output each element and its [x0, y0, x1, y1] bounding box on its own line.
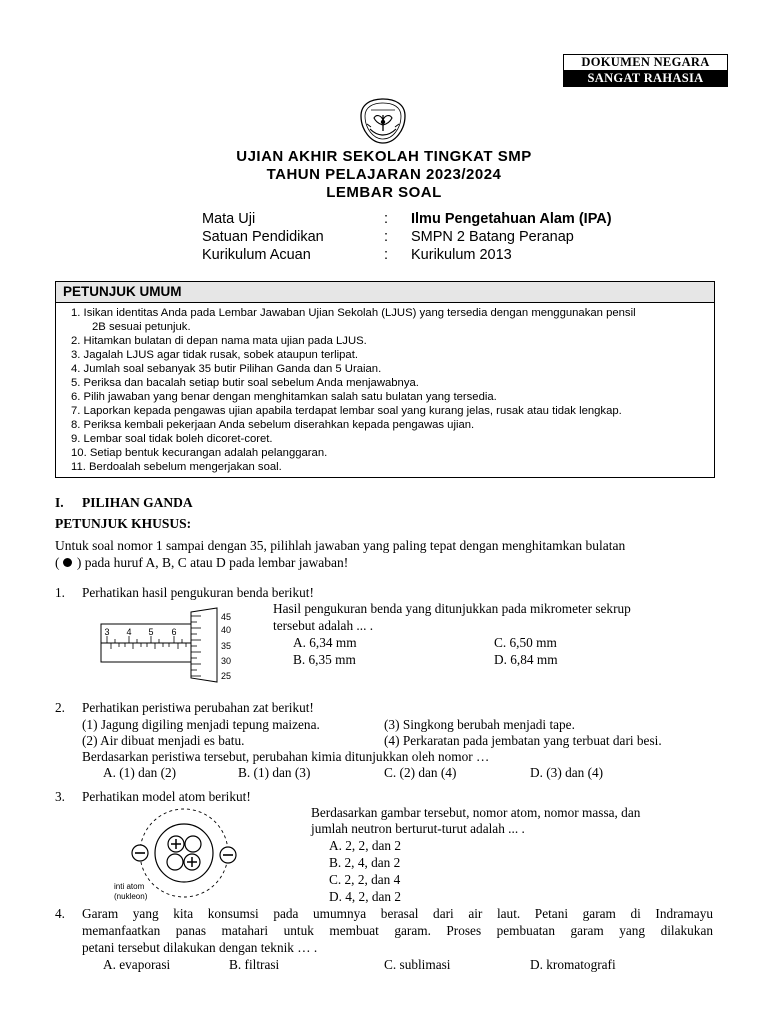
question-prompt: Perhatikan peristiwa perubahan zat berikut! [82, 700, 314, 715]
question-prompt: Perhatikan model atom berikut! [82, 789, 251, 804]
identity-value: Kurikulum 2013 [411, 247, 512, 263]
question-text: petani tersebut dilakukan dengan teknik … . [82, 940, 318, 955]
instruction-paren: ( [55, 555, 60, 570]
answer-option-b: B. 6,35 mm [293, 652, 356, 667]
question-text: Berdasarkan peristiwa tersebut, perubahan kimia ditunjukkan oleh nomor … [82, 749, 490, 764]
answer-option-d: D. (3) dan (4) [530, 765, 604, 780]
question-number: 4. [55, 906, 65, 921]
stamp-line-1: DOKUMEN NEGARA [564, 55, 727, 70]
special-instructions-title: PETUNJUK KHUSUS: [55, 516, 192, 531]
instruction-item: 2. Hitamkan bulatan di depan nama mata ujian pada LJUS. [71, 335, 367, 347]
answer-option-c: C. 2, 2, dan 4 [329, 872, 401, 887]
answer-option-b: B. filtrasi [229, 957, 280, 972]
question-text: jumlah neutron berturut-turut adalah ... . [311, 821, 525, 836]
nucleus-label: inti atom [114, 882, 145, 891]
thimble-scale-label: 35 [221, 641, 232, 651]
answer-option-a: A. 6,34 mm [293, 635, 357, 650]
classification-stamp [563, 54, 728, 87]
answer-option-c: C. (2) dan (4) [384, 765, 457, 780]
identity-separator: : [384, 211, 389, 227]
instruction-item: 6. Pilih jawaban yang benar dengan menghitamkan salah satu bulatan yang tersedia. [71, 391, 497, 403]
answer-option-b: B. (1) dan (3) [238, 765, 311, 780]
section-number: I. [55, 495, 64, 510]
event-item: (4) Perkaratan pada jembatan yang terbuat dari besi. [384, 733, 662, 748]
question-number: 3. [55, 789, 65, 804]
question-text: Garam yang kita konsumsi pada umumnya berasal dari air laut. Petani garam di Indramayu [82, 906, 713, 921]
nucleon-label: (nukleon) [114, 892, 148, 901]
instruction-item: 1. Isikan identitas Anda pada Lembar Jawaban Ujian Sekolah (LJUS) yang tersedia dengan menggunakan pensil [71, 307, 636, 319]
instruction-item: 8. Periksa kembali pekerjaan Anda sebelum diserahkan kepada pengawas ujian. [71, 419, 475, 431]
neutron-icon [167, 854, 183, 870]
answer-option-d: D. 6,84 mm [494, 652, 558, 667]
answer-option-a: A. (1) dan (2) [103, 765, 177, 780]
question-number: 2. [55, 700, 65, 715]
thimble-scale-label: 45 [221, 612, 232, 622]
sheet-title: LEMBAR SOAL [326, 184, 442, 201]
atom-model-diagram [110, 805, 250, 905]
special-instructions-line-2 [55, 555, 348, 571]
main-scale-label: 6 [171, 627, 177, 637]
electron-icon [132, 845, 148, 861]
event-item: (2) Air dibuat menjadi es batu. [82, 733, 245, 748]
answer-option-c: C. sublimasi [384, 957, 451, 972]
neutron-icon [185, 836, 201, 852]
main-scale-label: 5 [148, 627, 154, 637]
main-scale-label: 4 [126, 627, 132, 637]
answer-option-a: A. 2, 2, dan 2 [329, 838, 402, 853]
exam-title: UJIAN AKHIR SEKOLAH TINGKAT SMP [236, 148, 532, 165]
instruction-item: 7. Laporkan kepada pengawas ujian apabila terdapat lembar soal yang kurang jelas, rusak atau tidak lengkap. [71, 405, 622, 417]
instruction-tail: ) pada huruf A, B, C atau D pada lembar jawaban! [73, 555, 349, 570]
answer-option-b: B. 2, 4, dan 2 [329, 855, 401, 870]
identity-key: Satuan Pendidikan [202, 229, 324, 245]
question-text: Berdasarkan gambar tersebut, nomor atom, nomor massa, dan [311, 805, 641, 820]
instruction-item: 2B sesuai petunjuk. [92, 321, 191, 333]
instruction-item: 4. Jumlah soal sebanyak 35 butir Pilihan Ganda dan 5 Uraian. [71, 363, 382, 375]
question-text: tersebut adalah ... . [273, 618, 374, 633]
proton-icon [184, 854, 200, 870]
instruction-item: 11. Berdoalah sebelum mengerjakan soal. [71, 461, 282, 473]
tut-wuri-handayani-emblem-icon [357, 98, 409, 144]
event-item: (3) Singkong berubah menjadi tape. [384, 717, 575, 732]
instruction-item: 9. Lembar soal tidak boleh dicoret-coret. [71, 433, 273, 445]
section-title: PILIHAN GANDA [82, 495, 193, 510]
identity-key: Kurikulum Acuan [202, 247, 311, 263]
stamp-line-2: SANGAT RAHASIA [564, 70, 727, 86]
thimble-scale-label: 25 [221, 671, 232, 681]
electron-icon [220, 847, 236, 863]
question-number: 1. [55, 585, 65, 600]
filled-bullet-icon [63, 558, 72, 567]
answer-option-d: D. 4, 2, dan 2 [329, 889, 402, 904]
answer-option-c: C. 6,50 mm [494, 635, 557, 650]
academic-year-title: TAHUN PELAJARAN 2023/2024 [266, 166, 502, 183]
question-prompt: Perhatikan hasil pengukuran benda berikut! [82, 585, 314, 600]
question-text: Hasil pengukuran benda yang ditunjukkan pada mikrometer sekrup [273, 601, 631, 616]
instruction-item: 10. Setiap bentuk kecurangan adalah pelanggaran. [71, 447, 328, 459]
question-text: memanfaatkan panas matahari untuk membuat garam. Proses pembuatan garam yang dilakukan [82, 923, 713, 938]
identity-value: Ilmu Pengetahuan Alam (IPA) [411, 211, 612, 227]
instruction-item: 3. Jagalah LJUS agar tidak rusak, sobek ataupun terlipat. [71, 349, 358, 361]
general-instructions-box [55, 281, 715, 478]
thimble-scale-label: 40 [221, 625, 232, 635]
micrometer-screw-gauge-diagram [97, 606, 247, 686]
event-item: (1) Jagung digiling menjadi tepung maizena. [82, 717, 320, 732]
main-scale-label: 3 [104, 627, 110, 637]
general-instructions-heading: PETUNJUK UMUM [56, 282, 714, 303]
proton-icon [168, 836, 184, 852]
thimble-scale-label: 30 [221, 656, 232, 666]
answer-option-a: A. evaporasi [103, 957, 171, 972]
identity-separator: : [384, 247, 389, 263]
identity-value: SMPN 2 Batang Peranap [411, 229, 574, 245]
instruction-item: 5. Periksa dan bacalah setiap butir soal sebelum Anda menjawabnya. [71, 377, 419, 389]
identity-key: Mata Uji [202, 211, 256, 227]
answer-option-d: D. kromatografi [530, 957, 616, 972]
identity-separator: : [384, 229, 389, 245]
special-instructions-line-1: Untuk soal nomor 1 sampai dengan 35, pilihlah jawaban yang paling tepat dengan menghitamkan bulatan [55, 538, 626, 553]
